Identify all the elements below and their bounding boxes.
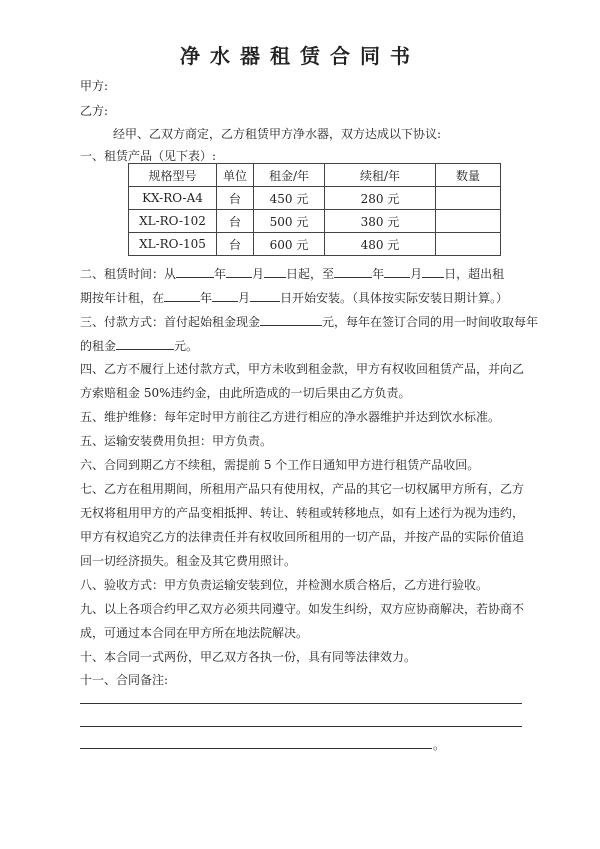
quantity-cell — [436, 233, 501, 256]
remarks-line[interactable] — [80, 703, 522, 704]
blank-field[interactable] — [264, 266, 286, 278]
header-cell: 数量 — [436, 164, 501, 187]
renewal-cell: 380 元 — [325, 210, 436, 233]
unit-cell: 台 — [217, 233, 254, 256]
section-9-line-1: 九、以上各项合约甲乙双方必须共同遵守。如发生纠纷，双方应协商解决，若协商不 — [80, 602, 525, 616]
section-8: 八、验收方式：甲方负责运输安装到位，并检测水质合格后，乙方进行验收。 — [80, 578, 489, 592]
section-11-remarks-heading: 十一、合同备注: — [80, 673, 169, 687]
rent-cell: 450 元 — [254, 187, 325, 210]
blank-field[interactable] — [384, 266, 410, 278]
quantity-cell — [436, 187, 501, 210]
section-1-heading: 一、租赁产品（见下表）: — [80, 149, 217, 163]
section-9-line-2: 成，可通过本合同在甲方所在地法院解决。 — [80, 626, 309, 640]
rent-cell: 500 元 — [254, 210, 325, 233]
party-b-label: 乙方: — [80, 104, 109, 118]
section-7-line-1: 七、乙方在租用期间，所租用产品只有使用权，产品的其它一切权属甲方所有，乙方 — [80, 482, 525, 496]
rental-products-table — [128, 163, 501, 256]
section-6: 六、合同到期乙方不续租，需提前 5 个工作日通知甲方进行租赁产品收回。 — [80, 458, 480, 472]
blank-field[interactable] — [212, 290, 238, 302]
blank-field[interactable] — [250, 290, 280, 302]
remarks-line[interactable] — [80, 748, 432, 749]
section-7-line-2: 无权将租用甲方的产品变相抵押、转让、转租或转移地点，如有上述行为视为违约， — [80, 506, 525, 520]
table-row — [129, 233, 501, 256]
blank-field[interactable] — [334, 266, 372, 278]
section-4-line-1: 四、乙方不履行上述付款方式，甲方未收到租金款，甲方有权收回租赁产品，并向乙 — [80, 362, 525, 376]
rent-cell: 600 元 — [254, 233, 325, 256]
header-cell: 续租/年 — [325, 164, 436, 187]
model-cell: XL-RO-105 — [129, 233, 217, 256]
header-cell: 规格型号 — [129, 164, 217, 187]
unit-cell: 台 — [217, 210, 254, 233]
party-a-label: 甲方: — [80, 79, 109, 93]
blank-field[interactable] — [422, 266, 444, 278]
section-3-line-1: 三、付款方式：首付起始租金现金 元，每年在签订合同的用一时间收取每年 — [80, 315, 539, 329]
section-2-line-1: 二、租赁时间：从 年 月 日起，至 年 月 日，超出租 — [80, 267, 505, 281]
section-10: 十、本合同一式两份，甲乙双方各执一份，具有同等法律效力。 — [80, 650, 417, 664]
table-header-row — [129, 164, 501, 187]
header-cell: 单位 — [217, 164, 254, 187]
section-5-maintenance: 五、维护维修：每年定时甲方前往乙方进行相应的净水器维护并达到饮水标准。 — [80, 410, 501, 424]
table-row — [129, 187, 501, 210]
section-2-line-2: 期按年计租，在 年 月 日开始安装。（具体按实际安装日期计算。） — [80, 291, 509, 305]
blank-field[interactable] — [164, 290, 200, 302]
page-title: 净水器租赁合同书 — [180, 44, 420, 68]
section-3-line-2: 的租金 元。 — [80, 339, 199, 353]
model-cell: KX-RO-A4 — [129, 187, 217, 210]
section-7-line-3: 甲方有权追究乙方的法律责任并有权收回所租用的一切产品，并按产品的实际价值追 — [80, 530, 525, 544]
blank-field[interactable] — [226, 266, 252, 278]
initial-rent-field[interactable] — [260, 314, 322, 326]
remarks-end-period: 。 — [433, 738, 446, 752]
intro-text: 经甲、乙双方商定，乙方租赁甲方净水器，双方达成以下协议: — [113, 127, 442, 141]
model-cell: XL-RO-102 — [129, 210, 217, 233]
renewal-cell: 280 元 — [325, 187, 436, 210]
table-row — [129, 210, 501, 233]
remarks-line[interactable] — [80, 726, 522, 727]
unit-cell: 台 — [217, 187, 254, 210]
annual-rent-field[interactable] — [116, 338, 174, 350]
renewal-cell: 480 元 — [325, 233, 436, 256]
blank-field[interactable] — [176, 266, 214, 278]
section-4-line-2: 方索赔租金 50%违约金，由此所造成的一切后果由乙方负责。 — [80, 386, 411, 400]
section-5-shipping: 五、运输安装费用负担：甲方负责。 — [80, 434, 273, 448]
section-7-line-4: 回一切经济损失。租金及其它费用照计。 — [80, 554, 297, 568]
header-cell: 租金/年 — [254, 164, 325, 187]
quantity-cell — [436, 210, 501, 233]
